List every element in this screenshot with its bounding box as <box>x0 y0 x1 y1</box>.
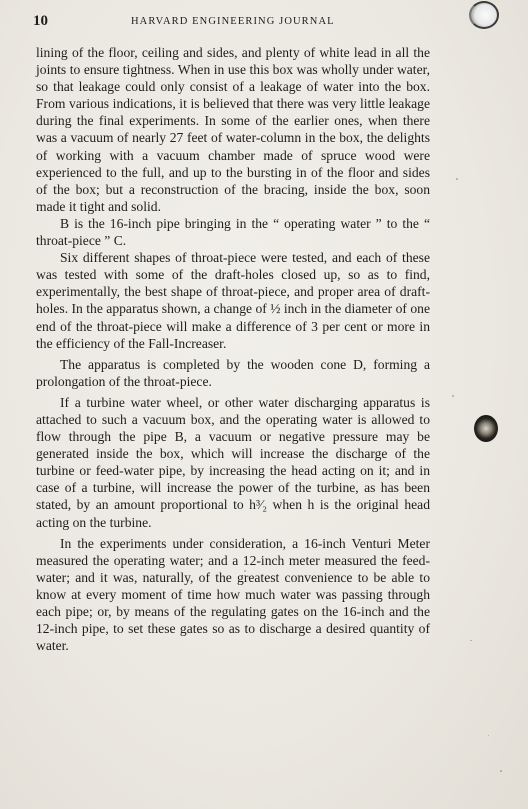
article-body <box>36 44 430 654</box>
paper-speck <box>500 770 502 772</box>
paragraph: Six different shapes of throat-piece were tested, and each of these was tested with some of the draft-holes closed up, so as to find, experimentally, the best shape of throat-piece, and proper area of draft-holes. In the apparatus shown, a change of ½ inch in the diameter of one end of the throat-piece will make a difference of 3 per cent or more in the efficiency of the Fall-Increaser. <box>36 250 430 351</box>
paragraph: In the experiments under consideration, a 16-inch Venturi Meter measured the operating water; and a 12-inch meter measured the feed-water; and it was, naturally, of the greatest convenience to be able to know at every moment of time how much water was passing through each pipe; or, by means of the regulating gates on the 16-inch and the 12-inch pipe, to set these gates so as to discharge a desired quantity of water. <box>36 535 430 654</box>
binding-hole-middle <box>474 415 498 442</box>
paragraph: If a turbine water wheel, or other water discharging apparatus is attached to such a vacuum box, and the operating water is allowed to flow through the pipe B, a vacuum or negative pressure may be generated inside the box, which will increase the discharge of the turbine or feed-water pipe, by increasing the head acting on it; and in case of a turbine, will increase the power of the turbine, as has been stated, by an amount proportional to h³⁄₂ when h is the original head acting on the turbine. <box>36 394 430 530</box>
paper-speck <box>456 178 458 180</box>
page-number: 10 <box>33 13 48 29</box>
paragraph: B is the 16-inch pipe bringing in the “ operating water ” to the “ throat-piece ” C. <box>36 215 430 249</box>
paragraph-continued: lining of the floor, ceiling and sides, and plenty of white lead in all the joints to ensure tightness. When in use this box was wholly under water, so that leakage could only consist of a leakage of water into the box. From various indications, it is believed that there was very little leakage during the final experiments. In some of the earlier ones, when there was a vacuum of nearly 27 feet of water-column in the box, the delights of working with a vacuum chamber made of spruce wood were experienced to the full, and up to the bursting in of the floor and sides of the box; but a reconstruction of the bracing, inside the box, soon made it tight and solid. <box>36 45 430 214</box>
paper-speck <box>488 735 489 736</box>
paper-speck <box>470 640 472 641</box>
paper-speck <box>452 395 454 397</box>
page-header <box>33 13 453 33</box>
running-head: HARVARD ENGINEERING JOURNAL <box>131 16 335 27</box>
binding-hole-top <box>469 1 499 29</box>
paragraph: The apparatus is completed by the wooden cone D, forming a prolongation of the throat-piece. <box>36 356 430 389</box>
